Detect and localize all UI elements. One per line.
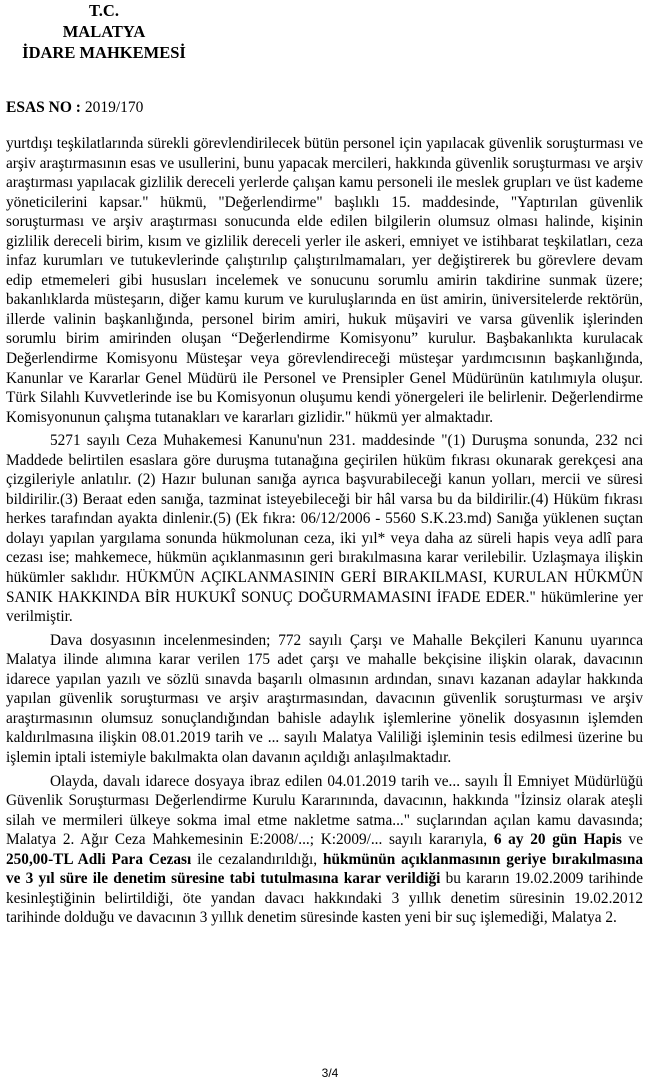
header-country: T.C.: [89, 1, 119, 20]
paragraph-4-text-e: bu kararın 19.02.2009 tarihinde kesinleştiğinin belirtildiği, öte yandan davacı hakkındaki 3 yıllık denetim süresinin 19.02.2012 tarihinde dolduğu ve davacının 3 yıllık denetim süresinde kasten yeni bir suç işlemediği, Malatya 2.: [6, 870, 643, 927]
page-number: 3/4: [321, 1066, 339, 1080]
case-number: [6, 99, 143, 117]
paragraph-2: 5271 sayılı Ceza Muhakemesi Kanunu'nun 231. maddesinde "(1) Duruşma sonunda, 232 nci Maddede belirtilen esaslara göre duruşma tutanağına geçirilen hüküm fıkrası okunarak gerekçesi ana çizgileriyle anlatılır. (2) Hazır bulunan sanığa ayrıca başvurabileceği kanun yolları, mercii ve süresi bildirilir.(3) Beraat eden sanığa, tazminat isteyebileceği bir hâl varsa bu da bildirilir.(4) Hüküm fıkrası herkes tarafından ayakta dinlenir.(5) (Ek fıkra: 06/12/2006 - 5560 S.K.23.md) Sanığa yüklenen suçtan dolayı yapılan yargılama sonunda hükmolunan ceza, iki yıl* veya daha az süreli hapis veya adlî para cezası ise; mahkemece, hükmün açıklanmasının geri bırakılmasına karar verilebilir. Uzlaşmaya ilişkin hükümler saklıdır. HÜKMÜN AÇIKLANMASININ GERİ BIRAKILMASI, KURULAN HÜKMÜN SANIK HAKKINDA BİR HUKUKÎ SONUÇ DOĞURMAMASINI İFADE EDER." hükümlerine yer verilmiştir.: [6, 432, 643, 626]
paragraph-3: Dava dosyasının incelenmesinden; 772 sayılı Çarşı ve Mahalle Bekçileri Kanunu uyarınca Malatya ilinde alımına karar verilen 175 adet çarşı ve mahalle bekçisine ilişkin olarak, davacının idarece yapılan yazılı ve sözlü sınavda başarılı olmasının ardından, sınavı kazanan adaylar hakkında yapılan güvenlik soruşturması ve arşiv araştırmasından, davacının güvenlik soruşturması ve arşiv araştırmasının olumsuz sonuçlandığından bahisle adaylık işlemlerine yönelik dosyasının işlemden kaldırılmasına ilişkin 08.01.2019 tarih ve ... sayılı Malatya Valiliği işleminin tesis edilmesi üzerine bu işlemin iptali istemiyle bakılmakta olan davanın açıldığı anlaşılmaktadır.: [6, 631, 643, 766]
deferral-decision: hükmünün açıklanmasının geriye bırakılmasına ve 3 yıl süre ile denetim süresine tabi tutulmasına karar verildiği: [6, 850, 643, 888]
court-header: [0, 0, 200, 63]
prison-sentence: 6 ay 20 gün Hapis: [493, 831, 622, 849]
paragraph-4-text-d: ile cezalandırıldığı,: [191, 850, 323, 868]
fine-amount: 250,00-TL Adli Para Cezası: [6, 850, 192, 868]
document-body: [6, 134, 643, 928]
paragraph-4-text-a: Olayda, davalı idarece dosyaya ibraz edilen 04.01.2019 tarih ve... sayılı İl Emniyet Müdürlüğü Güvenlik Soruşturması Değerlendirme Kurulu Kararınında, davacının, hakkında "İzinsiz olarak ateşli silah ve mermileri ülkeye sokma imal etme nakletme satma..." suçlarından açılan kamu davasında; Malatya 2. Ağır Ceza Mahkemesinin E:2008/...; K:2009/... sayılı kararıyla,: [6, 772, 643, 849]
paragraph-4-text-c: ve: [621, 831, 643, 849]
header-city: MALATYA: [62, 22, 146, 41]
case-number-label: ESAS NO :: [6, 99, 81, 116]
case-number-value: 2019/170: [80, 99, 144, 116]
paragraph-4: [6, 772, 643, 928]
header-court-name: İDARE MAHKEMESİ: [22, 43, 186, 62]
paragraph-1: yurtdışı teşkilatlarında sürekli görevlendirilecek bütün personel için yapılacak güvenlik soruşturması ve arşiv araştırmasının esas ve usullerini, bunu yapacak mercileri, hakkında güvenlik soruşturması ve arşiv araştırması yapılacak gizlilik dereceli yerlerde çalışan kamu personeli ile meslek grupları ve üst kademe yöneticilerini kapsar." hükmü, "Değerlendirme" başlıklı 15. maddesinde, "Yaptırılan güvenlik soruşturması ve arşiv araştırması sonucunda elde edilen bilgilerin olumsuz olması halinde, kişinin gizlilik dereceli birim, kısım ve gizlilik dereceli yerler ile askeri, emniyet ve istihbarat teşkilatları, ceza infaz kurumları ve tutukevlerinde çalıştırılıp çalıştırılmamaları, yer değiştirerek bu görevlere devam edip etmemeleri gibi hususları incelemek ve sonucunu sorumlu amirin takdirine sunmak üzere; bakanlıklarda müsteşarın, diğer kamu kurum ve kuruluşlarında en üst amirin, üniversitelerde rektörün, illerde valinin başkanlığında, personel birim amiri, hukuk müşaviri ve varsa güvenlik işlerinden sorumlu birim amirinden oluşan “Değerlendirme Komisyonu” kurulur. Başbakanlıkta kurulacak Değerlendirme Komisyonu Müsteşar veya görevlendireceği müsteşar yardımcısının başkanlığında, Kanunlar ve Kararlar Genel Müdürü ile Personel ve Prensipler Genel Müdürünün katılımıyla oluşur. Türk Silahlı Kuvvetlerinde ise bu Komisyonun oluşumu kendi yönergeleri ile belirlenir. Değerlendirme Komisyonunun çalışma tutanakları ve kararları gizlidir." hükmü yer almaktadır.: [6, 135, 643, 426]
